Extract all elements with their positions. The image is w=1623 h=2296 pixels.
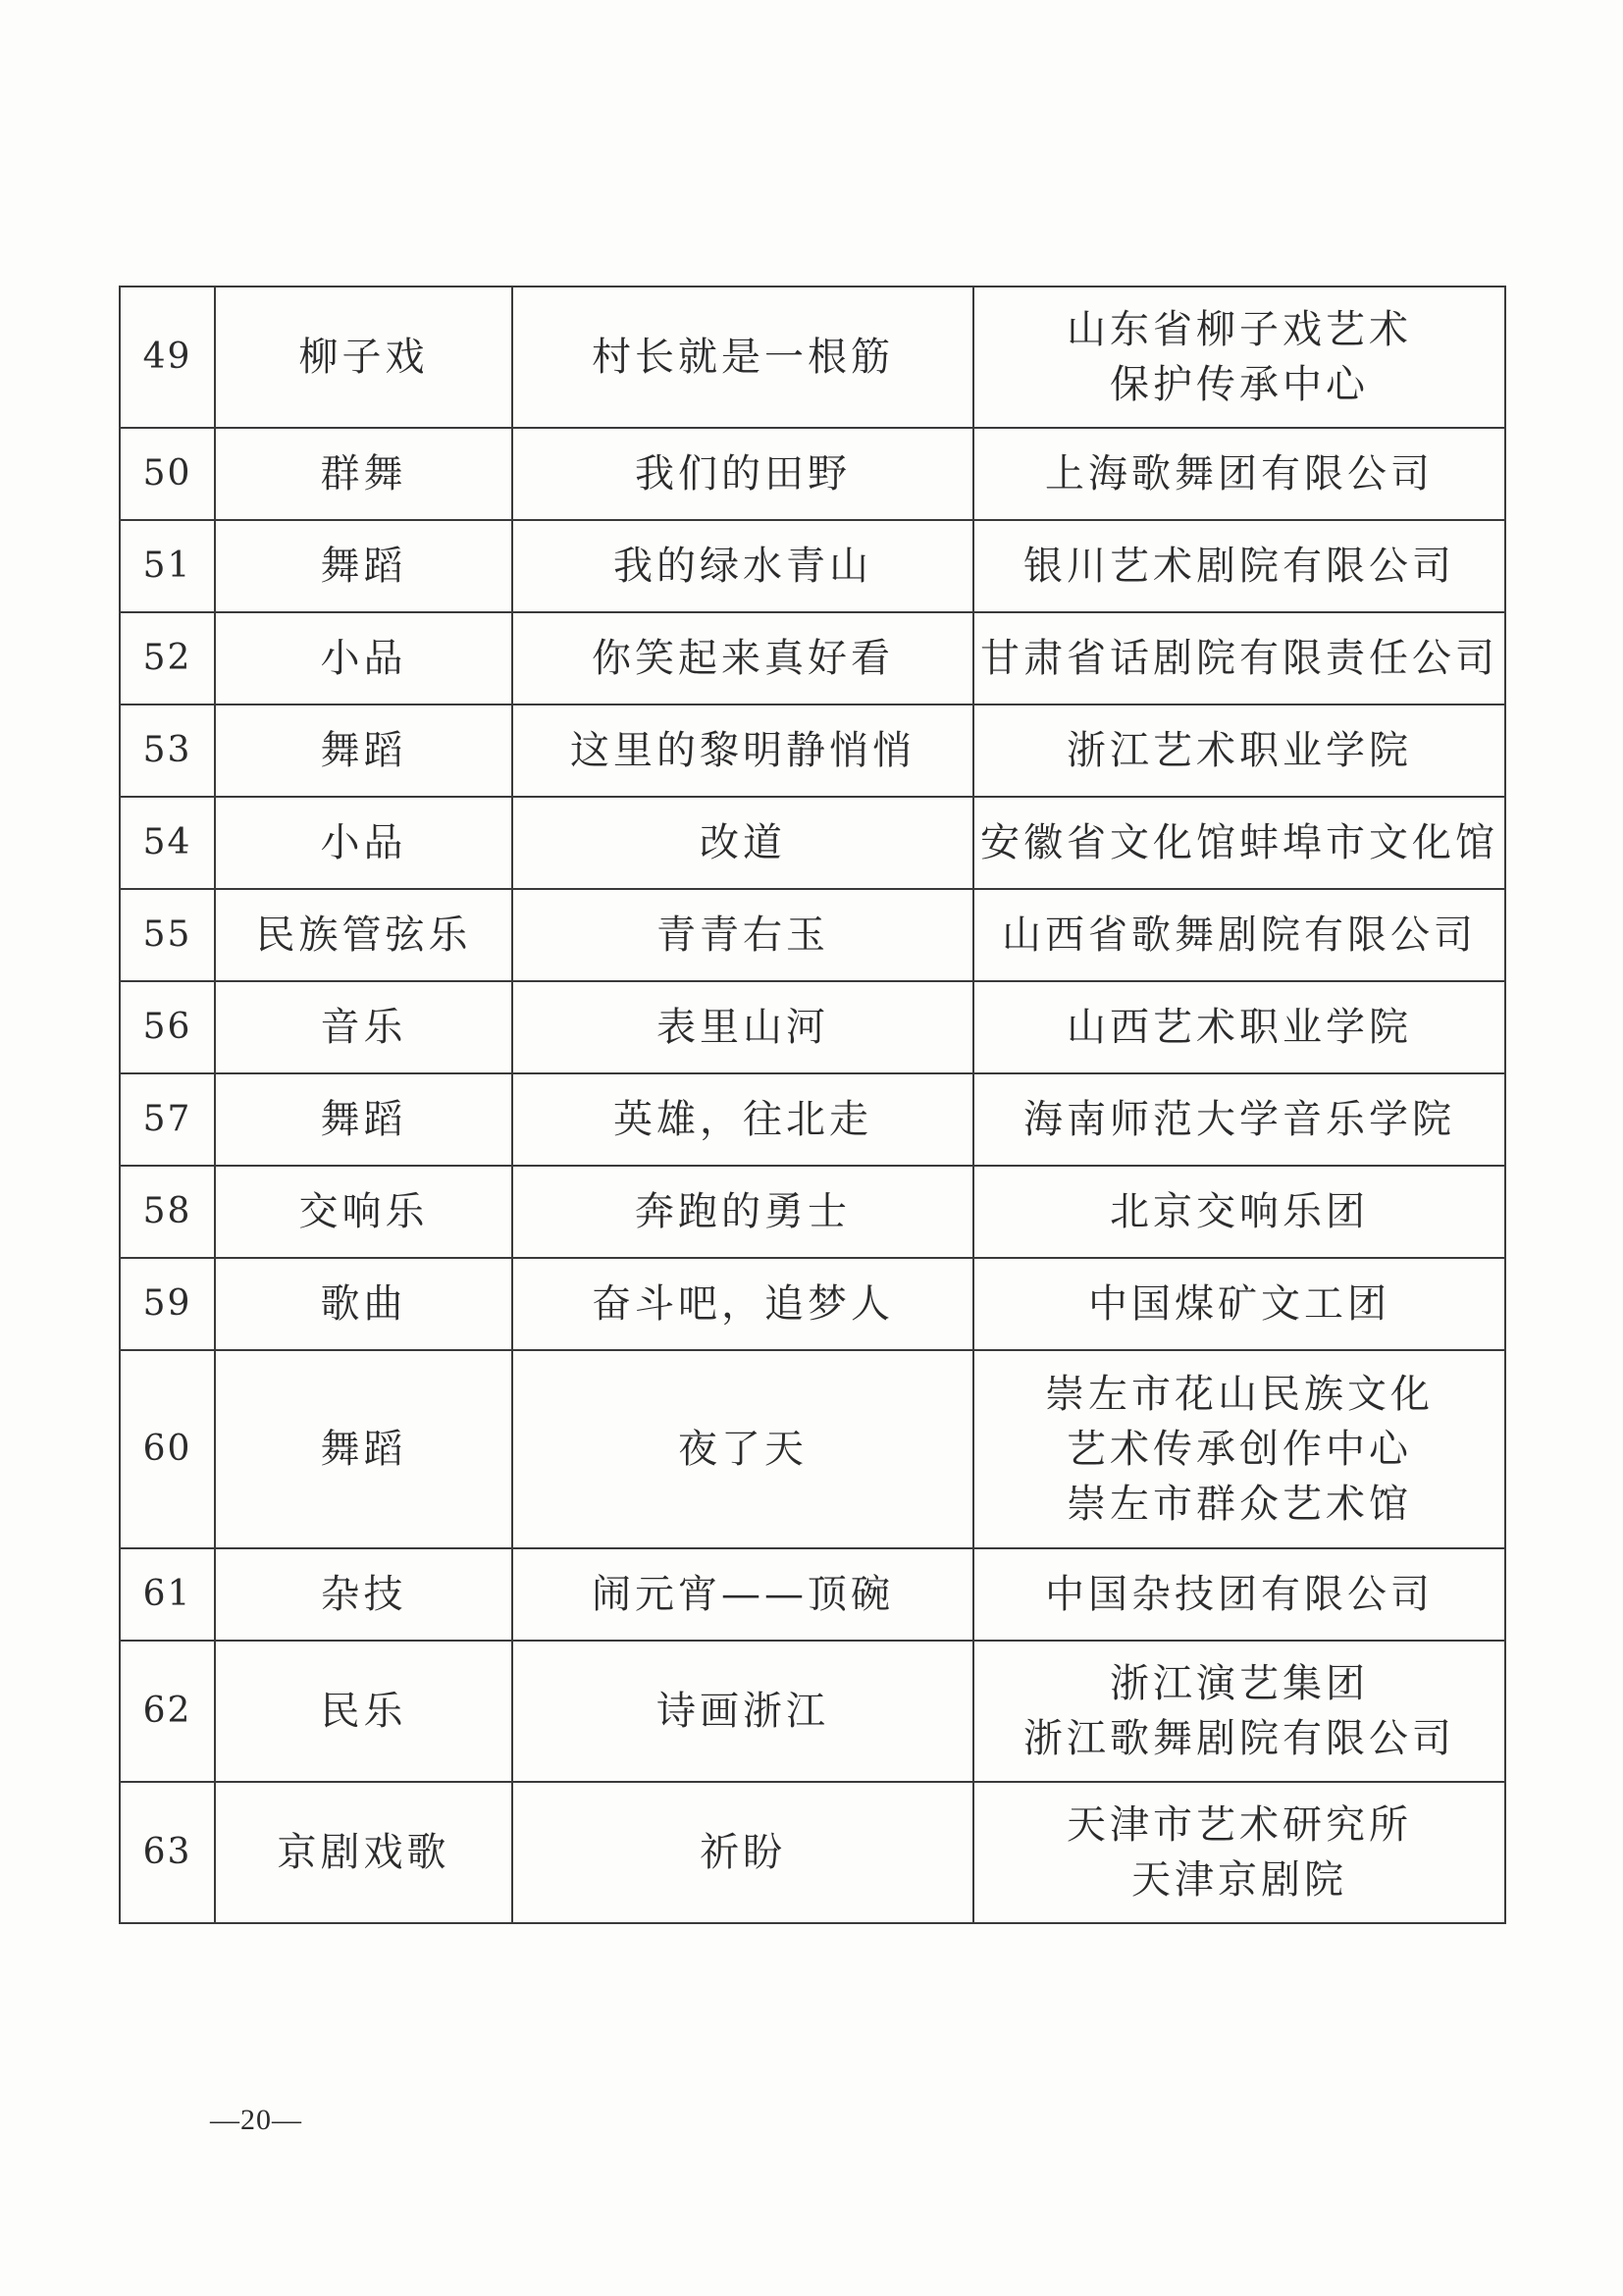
table-row: [120, 704, 1505, 797]
performing-unit: [973, 287, 1505, 428]
performing-unit: 浙江艺术职业学院: [973, 704, 1505, 797]
table-row: [120, 520, 1505, 612]
program-title: 我们的田野: [512, 428, 973, 520]
table-row: [120, 612, 1505, 704]
performing-unit: [973, 1350, 1505, 1548]
performing-unit: 中国煤矿文工团: [973, 1258, 1505, 1350]
row-number: 60: [120, 1350, 215, 1548]
table-row: [120, 1548, 1505, 1641]
program-type: 小品: [215, 797, 512, 889]
performing-unit: [973, 1641, 1505, 1782]
program-type: 舞蹈: [215, 1350, 512, 1548]
table-row: [120, 1350, 1505, 1548]
program-type: 舞蹈: [215, 1073, 512, 1166]
unit-line: 保护传承中心: [1110, 362, 1369, 407]
unit-line: 山东省柳子戏艺术: [1067, 307, 1412, 352]
table-row: [120, 428, 1505, 520]
program-title: 祈盼: [512, 1782, 973, 1923]
program-type: 群舞: [215, 428, 512, 520]
row-number: 62: [120, 1641, 215, 1782]
program-type: 民乐: [215, 1641, 512, 1782]
table-row: [120, 1258, 1505, 1350]
performing-unit: [973, 1782, 1505, 1923]
performing-unit: 海南师范大学音乐学院: [973, 1073, 1505, 1166]
program-title: 改道: [512, 797, 973, 889]
row-number: 57: [120, 1073, 215, 1166]
program-type: 歌曲: [215, 1258, 512, 1350]
program-title: 诗画浙江: [512, 1641, 973, 1782]
row-number: 55: [120, 889, 215, 981]
program-title: 英雄，往北走: [512, 1073, 973, 1166]
program-type: 舞蹈: [215, 704, 512, 797]
row-number: 49: [120, 287, 215, 428]
program-title: 你笑起来真好看: [512, 612, 973, 704]
page-number: —20—: [210, 2104, 302, 2136]
unit-line: 天津京剧院: [1131, 1857, 1347, 1903]
performing-unit: 安徽省文化馆蚌埠市文化馆: [973, 797, 1505, 889]
table-row: [120, 1641, 1505, 1782]
program-type: 民族管弦乐: [215, 889, 512, 981]
row-number: 50: [120, 428, 215, 520]
row-number: 63: [120, 1782, 215, 1923]
performing-unit: 上海歌舞团有限公司: [973, 428, 1505, 520]
program-type: 交响乐: [215, 1166, 512, 1258]
program-type: 京剧戏歌: [215, 1782, 512, 1923]
table-row: [120, 981, 1505, 1073]
performing-unit: 银川艺术剧院有限公司: [973, 520, 1505, 612]
performing-unit: 山西省歌舞剧院有限公司: [973, 889, 1505, 981]
program-title: 闹元宵——顶碗: [512, 1548, 973, 1641]
program-title: 村长就是一根筋: [512, 287, 973, 428]
unit-line: 崇左市花山民族文化: [1045, 1372, 1434, 1417]
program-type: 小品: [215, 612, 512, 704]
performing-unit: 中国杂技团有限公司: [973, 1548, 1505, 1641]
program-title: 我的绿水青山: [512, 520, 973, 612]
unit-line: 艺术传承创作中心: [1067, 1427, 1412, 1472]
programs-table: [119, 286, 1506, 1924]
row-number: 61: [120, 1548, 215, 1641]
program-title: 这里的黎明静悄悄: [512, 704, 973, 797]
unit-line: 浙江演艺集团: [1110, 1661, 1369, 1706]
program-title: 奋斗吧，追梦人: [512, 1258, 973, 1350]
unit-line: 崇左市群众艺术馆: [1067, 1482, 1412, 1527]
table-row: [120, 1782, 1505, 1923]
program-type: 杂技: [215, 1548, 512, 1641]
table-row: [120, 889, 1505, 981]
performing-unit: 山西艺术职业学院: [973, 981, 1505, 1073]
row-number: 51: [120, 520, 215, 612]
program-title: 夜了天: [512, 1350, 973, 1548]
table-row: [120, 287, 1505, 428]
row-number: 53: [120, 704, 215, 797]
table-row: [120, 1166, 1505, 1258]
program-type: 柳子戏: [215, 287, 512, 428]
performing-unit: 甘肃省话剧院有限责任公司: [973, 612, 1505, 704]
row-number: 56: [120, 981, 215, 1073]
row-number: 52: [120, 612, 215, 704]
table-row: [120, 797, 1505, 889]
unit-line: 天津市艺术研究所: [1067, 1802, 1412, 1848]
table-row: [120, 1073, 1505, 1166]
performing-unit: 北京交响乐团: [973, 1166, 1505, 1258]
unit-line: 浙江歌舞剧院有限公司: [1023, 1716, 1455, 1761]
row-number: 59: [120, 1258, 215, 1350]
program-title: 青青右玉: [512, 889, 973, 981]
row-number: 54: [120, 797, 215, 889]
program-title: 表里山河: [512, 981, 973, 1073]
program-title: 奔跑的勇士: [512, 1166, 973, 1258]
program-type: 音乐: [215, 981, 512, 1073]
row-number: 58: [120, 1166, 215, 1258]
program-type: 舞蹈: [215, 520, 512, 612]
